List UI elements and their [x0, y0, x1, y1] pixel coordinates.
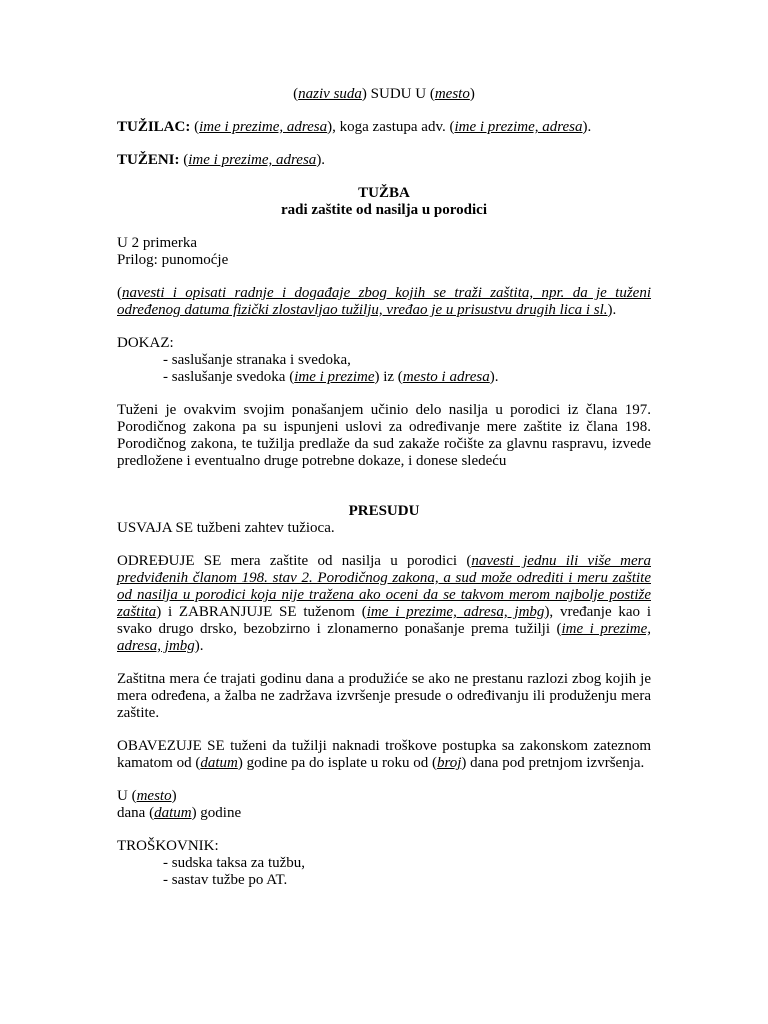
plaintiff-label: TUŽILAC: [117, 119, 191, 135]
evidence-label: DOKAZ: [117, 335, 174, 351]
verdict-title: PRESUDU [348, 503, 420, 519]
plaintiff-text: ( [190, 119, 200, 135]
cost-list-label: TROŠKOVNIK: [117, 838, 219, 854]
witness-name-placeholder: ime i prezime [294, 369, 375, 385]
days-count-placeholder: broj [436, 755, 462, 771]
evidence-item: - saslušanje stranaka i svedoka, [163, 352, 351, 368]
measures-placeholder: navesti jednu ili više mera predviđenih članom 198. stav 2. Porodičnog zakona, a sud može odrediti i meru zaštite od nasilja u porodici koja nije tražena ako oceni da se takvom merom najbolje postiže zaštita [117, 553, 651, 620]
court-name-placeholder: naziv suda [298, 86, 362, 102]
court-header-text: ) [469, 86, 475, 102]
attachment-line: Prilog: punomoćje [117, 252, 229, 268]
defendant-name-placeholder: ime i prezime, adresa [188, 152, 317, 168]
facts-placeholder: navesti i opisati radnje i događaje zbog kojih se traži zaštita, npr. da je tuženi određenog datuma fizički zlostavljao tužilju, vređao je u prisustvu drugih lica i sl. [117, 285, 651, 318]
defendant-label: TUŽENI: [117, 152, 180, 168]
evidence-text: ) iz ( [374, 369, 403, 385]
facts-text: ). [607, 302, 617, 318]
protection-order-paragraph [117, 553, 651, 655]
lawsuit-subtitle: radi zaštite od nasilja u porodici [281, 202, 487, 218]
claim-paragraph: Tuženi je ovakvim svojim ponašanjem učinio delo nasilja u porodici iz člana 197. Porodičnog zakona pa su ispunjeni uslovi za određivanje mere zaštite iz člana 198. Porodičnog zakona, te tužilja predlaže da sud zakaže ročište za glavnu raspravu, izvede predložene i eventualno druge potrebne dokaze, i donese sledeću [117, 402, 651, 469]
cost-list-item: - sudska taksa za tužbu, [163, 855, 306, 871]
order-text: ODREĐUJE SE mera zaštite od nasilja u porodici ( [117, 553, 472, 569]
signature-text: U ( [117, 788, 137, 804]
signature-date [117, 805, 651, 822]
document-page [117, 86, 651, 889]
signature-text: ) [171, 788, 177, 804]
costs-text: OBAVEZUJE SE tuženi da tužilji naknadi troškove postupka sa zakonskom zateznom kamatom od ( [117, 738, 651, 771]
plaintiff-line [117, 119, 651, 136]
interest-date-placeholder: datum [200, 755, 238, 771]
signature-place [117, 788, 651, 805]
costs-paragraph [117, 738, 651, 772]
plaintiff-text: ). [582, 119, 592, 135]
defendant-id-placeholder: ime i prezime, adresa, jmbg [366, 604, 545, 620]
order-text: ). [194, 638, 204, 654]
facts-text: ( [117, 285, 122, 301]
verdict-accept: USVAJA SE tužbeni zahtev tužioca. [117, 520, 335, 536]
signature-text: dana ( [117, 805, 155, 821]
plaintiff-name-placeholder: ime i prezime, adresa [199, 119, 328, 135]
evidence-text: ). [489, 369, 499, 385]
evidence-item [117, 369, 651, 386]
duration-paragraph: Zaštitna mera će trajati godinu dana a produžiće se ako ne prestanu razlozi zbog kojih je mera određena, a žalba ne zadržava izvršenje presude o određivanju ili produženju mera zaštite. [117, 671, 651, 721]
signature-text: ) godine [191, 805, 242, 821]
costs-text: ) dana pod pretnjom izvršenja. [461, 755, 645, 771]
court-header [117, 86, 651, 103]
evidence-text: - saslušanje svedoka ( [163, 369, 295, 385]
copies-line: U 2 primerka [117, 235, 197, 251]
cost-list-item: - sastav tužbe po AT. [163, 872, 288, 888]
court-place-placeholder: mesto [434, 86, 470, 102]
facts-paragraph [117, 285, 651, 319]
court-header-text: ( [293, 86, 299, 102]
lawsuit-title: TUŽBA [358, 185, 410, 201]
order-text: ) i ZABRANJUJE SE tuženom ( [156, 604, 367, 620]
defendant-line [117, 152, 651, 169]
signature-place-placeholder: mesto [136, 788, 172, 804]
court-header-text: ) SUDU U ( [361, 86, 435, 102]
plaintiff-id-placeholder: ime i prezime, adresa, jmbg [117, 621, 651, 654]
order-text: ), vređanje kao i svako drugo drsko, bezobzirno i zlonamerno ponašanje prema tužilji ( [117, 604, 651, 637]
attorney-name-placeholder: ime i prezime, adresa [454, 119, 583, 135]
defendant-text: ( [179, 152, 189, 168]
signature-date-placeholder: datum [154, 805, 192, 821]
plaintiff-text: ), koga zastupa adv. ( [327, 119, 455, 135]
witness-address-placeholder: mesto i adresa [402, 369, 490, 385]
costs-text: ) godine pa do isplate u roku od ( [237, 755, 437, 771]
defendant-text: ). [316, 152, 326, 168]
